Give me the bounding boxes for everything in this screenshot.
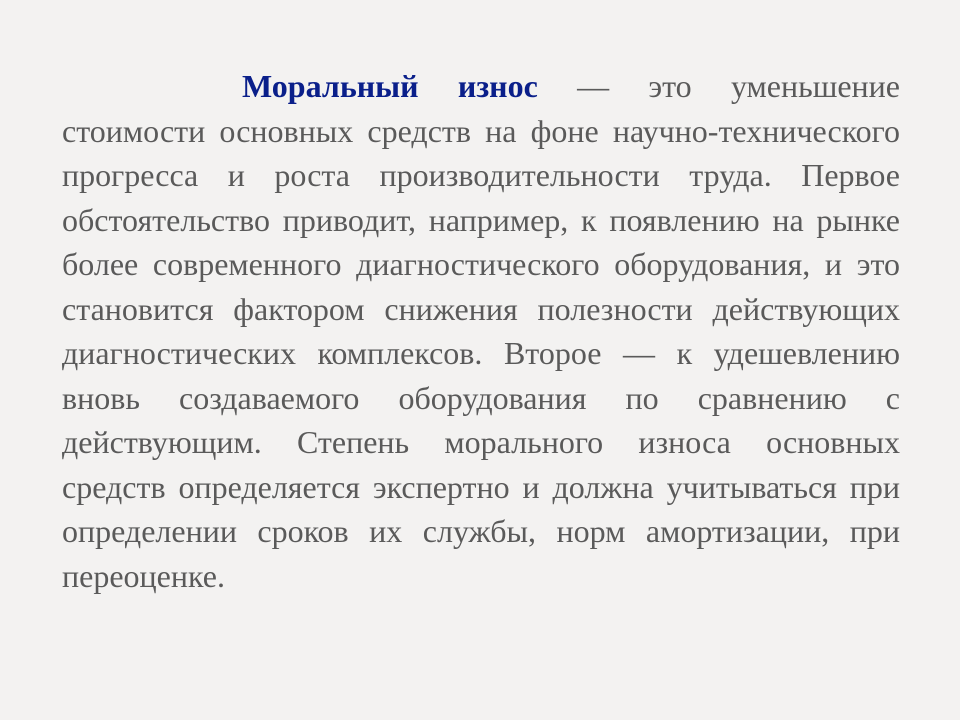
definition-text: — это уменьшение стоимости основных средств на фоне научно-технического прогресса и роста производительности труда. Первое обстоятельство приводит, например, к появлению на рынке более современного диагностического оборудования, и это становится фактором снижения полезности действующих диагностических комплексов. Второе — к удешевлению вновь создаваемого оборудования по сравнению с действующим. Степень морального износа основных средств определяется экспертно и должна учитываться при определении сроков их службы, норм амортизации, при переоценке.: [62, 68, 900, 594]
term-heading: Моральный износ: [242, 68, 538, 104]
definition-paragraph: [62, 64, 900, 598]
